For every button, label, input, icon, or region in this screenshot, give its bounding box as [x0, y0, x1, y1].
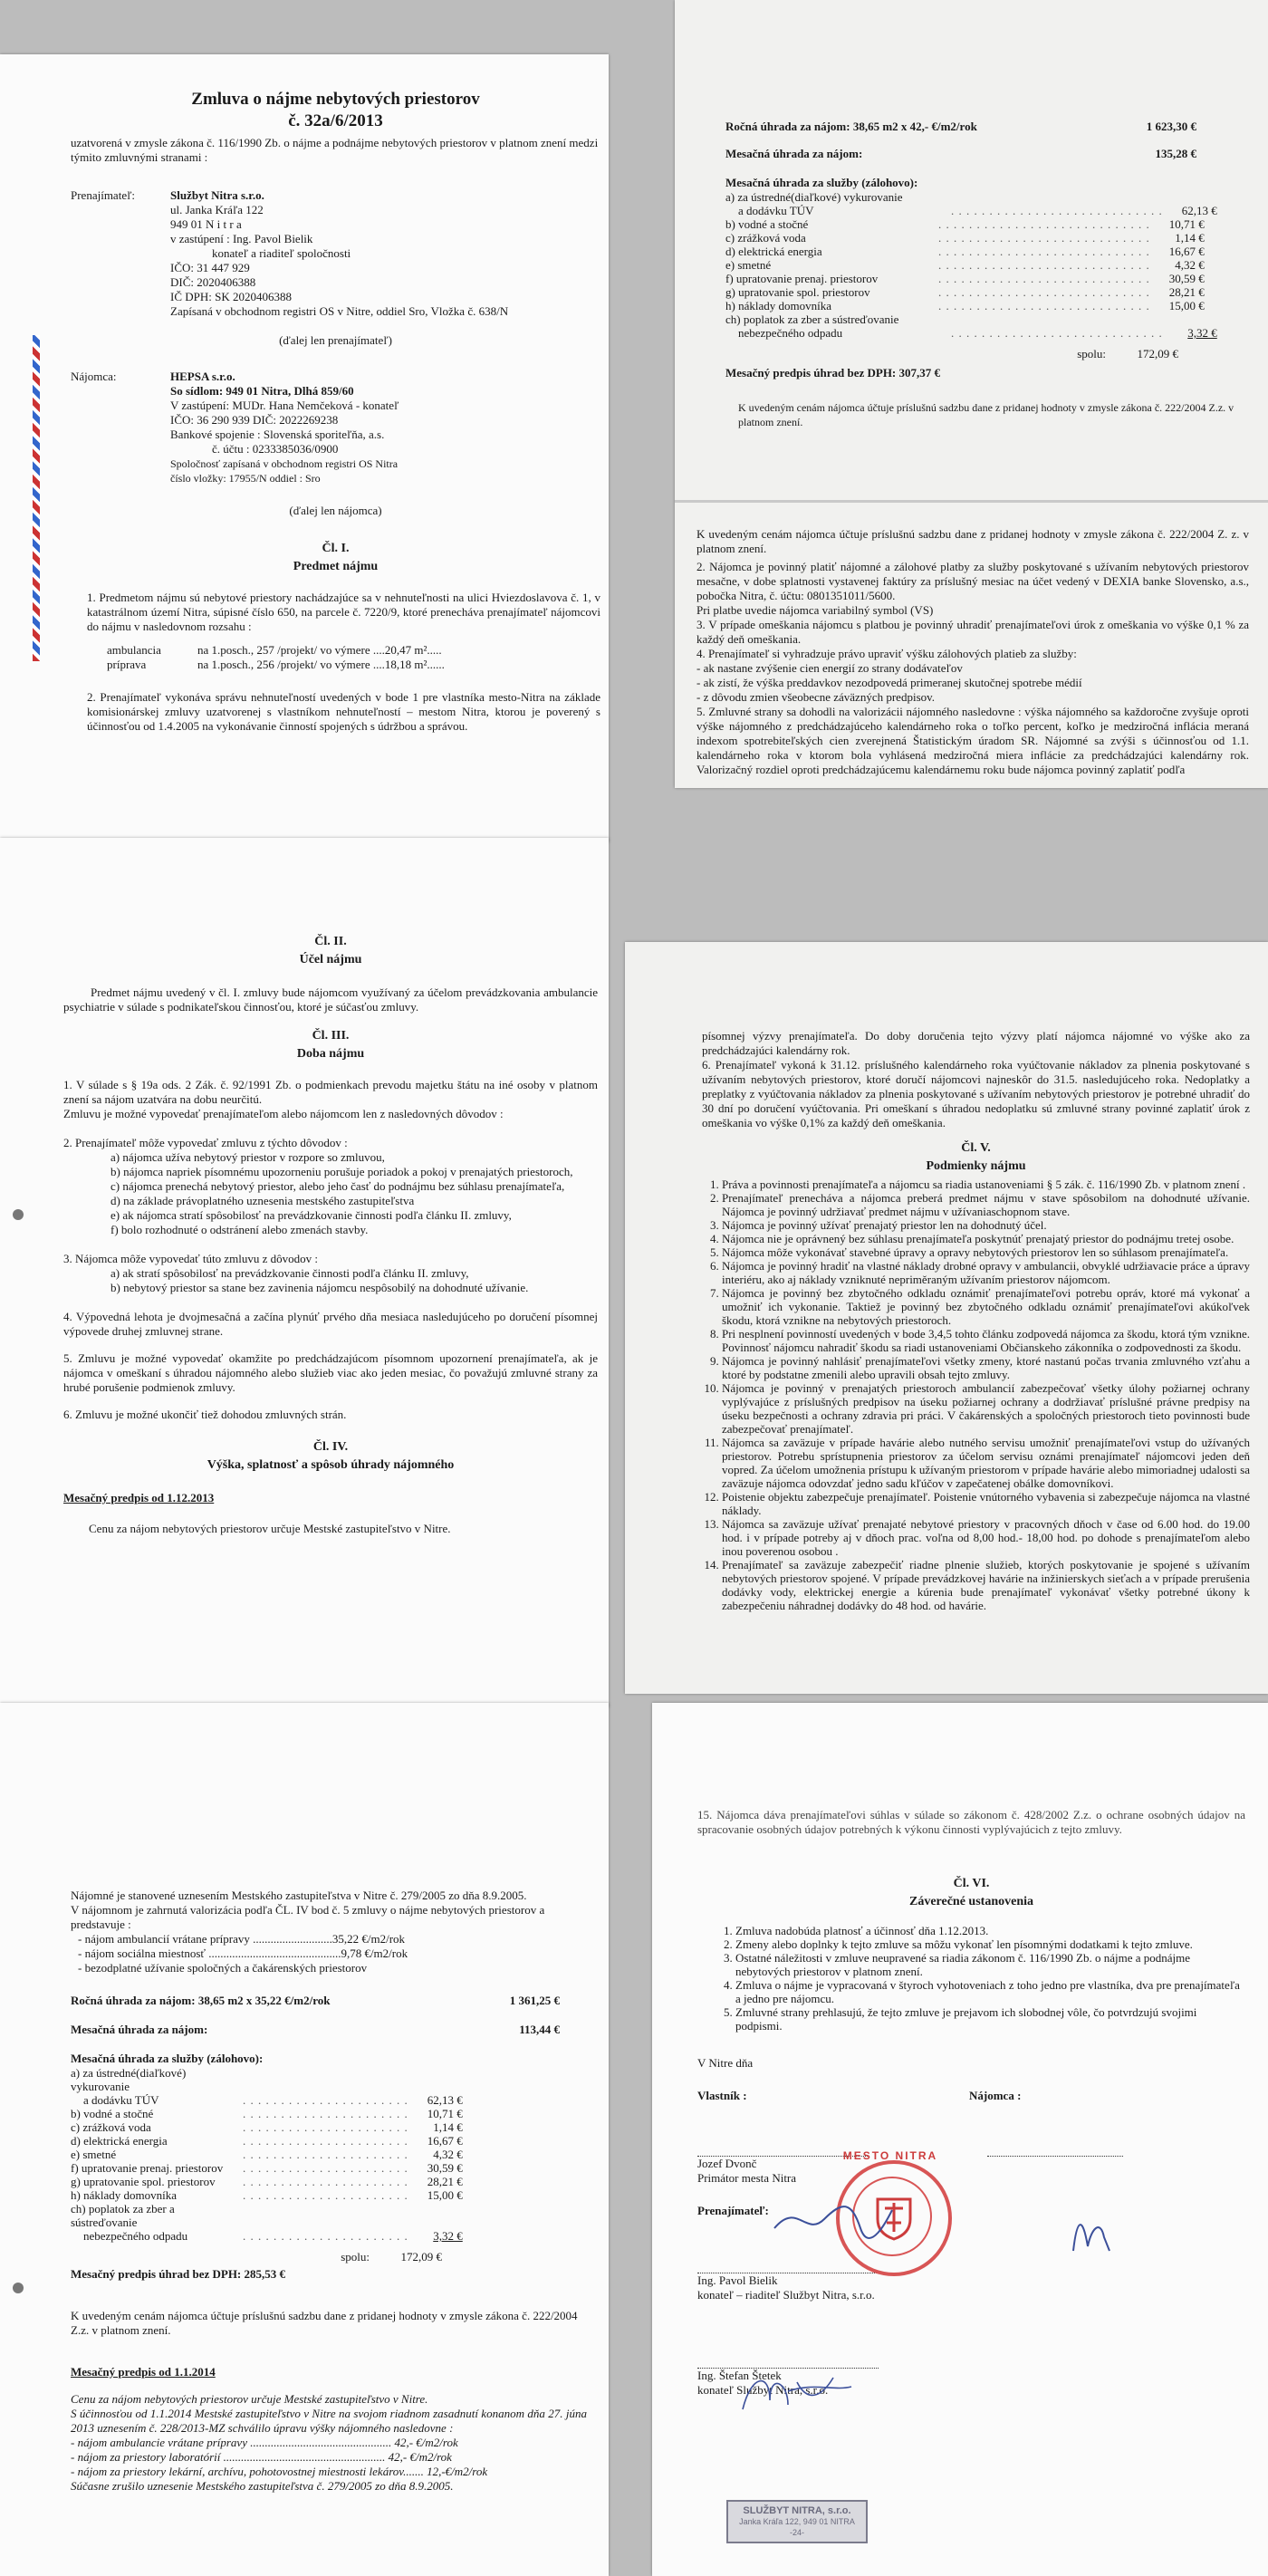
- fee-label: h) náklady domovníka: [71, 2188, 177, 2202]
- condition-item: 5. Nájomca môže vykonávať stavebné úpravy a opravy nebytových priestorov len so súhlasom prenajímateľa.: [722, 1245, 1250, 1259]
- tenant-label: Nájomca :: [969, 2089, 1022, 2102]
- fee-label: nebezpečného odpadu: [738, 326, 843, 340]
- fee-value: [388, 2066, 442, 2093]
- landlord-line: Zapísaná v obchodnom registri OS v Nitre, oddiel Sro, Vložka č. 638/N: [170, 304, 509, 318]
- fee-total-label: spolu:: [1077, 347, 1106, 360]
- tenant-line: číslo vložky: 17955/N oddiel : Sro: [170, 472, 321, 485]
- article-3-para-2: 2. Prenajímateľ môže vypovedať zmluvu z týchto dôvodov :: [63, 1136, 348, 1149]
- tenant-line: HEPSA s.r.o.: [170, 370, 235, 383]
- room-name: príprava: [107, 658, 147, 671]
- condition-item: 6. Nájomca je povinný hradiť na vlastné náklady drobné opravy v ambulancii, obvyklé udržiavacie práce a úpravy interiéru, ako aj náklady vzniknuté nepriměraným užívaním priestorov nájomcom.: [722, 1259, 1250, 1286]
- tenant-signature: [1064, 2210, 1119, 2255]
- para-5: 5. Zmluvné strany sa dohodli na valorizácii nájomného nasledovne : výška nájomného sa každoročne zvyšuje oproti výške nájomného z predchádzajúceho kalendárneho roka o toľko percent, koľko je medziročná inflácia meraná indexom spotrebiteľských cien zverejnená Štatistickým úradom SR. Nájomné sa zvýši s účinnosťou od 1.1. kalendárneho roka v ktorom bola vyhlásená medziročná miera inflácie za predchádzajúci kalendárny rok. Valorizačný rozdiel oproti predchádzajúcemu kalendárnemu roku bude nájomca povinný zaplatiť podľa: [696, 705, 1249, 776]
- fee-value: 1,14 €: [433, 2120, 463, 2134]
- condition-item: 2. Prenajímateľ prenecháva a nájomca preberá predmet nájmu v stave spôsobilom na dohodnuté užívanie. Nájomca je povinný udržiavať predmet nájmu v užívaniaschopnom stave.: [722, 1191, 1250, 1218]
- fee-value: 3,32 €: [1187, 326, 1217, 340]
- page-2: [675, 0, 1268, 788]
- fee-total-value: 172,09 €: [1137, 347, 1178, 360]
- tenant-line: So sídlom: 949 01 Nitra, Dlhá 859/60: [170, 384, 354, 398]
- rent-2014-line: Súčasne zrušilo uznesenie Mestského zastupiteľstva č. 279/2005 zo dňa 8.9.2005.: [71, 2479, 454, 2493]
- article-5-number: Čl. V.: [961, 1141, 991, 1155]
- page-4: [625, 942, 1268, 1694]
- fee-label: a dodávku TÚV: [83, 2093, 159, 2107]
- fee-value: [388, 2202, 442, 2229]
- article-1-title: Predmet nájmu: [293, 560, 379, 573]
- article-3-para-4: 4. Výpovedná lehota je dvojmesačná a začína plynúť prvého dňa mesiaca nasledujúceho po doručení písomnej výpovede druhej zmluvnej strane.: [63, 1310, 598, 1338]
- fee-row: c) zrážková voda . . . . . . . . . . . . . . . . . . . . . . . . . . . . 1,14 €: [725, 231, 1205, 245]
- annual-rent-value: 1 623,30 €: [1146, 120, 1196, 133]
- tenant-label: Nájomca:: [71, 370, 117, 383]
- owner-role: Primátor mesta Nitra: [697, 2171, 797, 2185]
- rent-2014-line: - nájom za priestory lekární, archívu, pohotovostnej miestnosti lekárov....... 12,-€/m2/rok: [71, 2465, 488, 2478]
- reason-item: c) nájomca prenechá nebytový priestor, alebo jeho časť do podnájmu bez súhlasu prenajímateľa,: [110, 1179, 565, 1193]
- landlord-label: Prenajímateľ:: [71, 188, 135, 202]
- fee-value: 15,00 €: [427, 2188, 463, 2202]
- signatory-2-name: Ing. Štefan Štetek: [697, 2369, 782, 2382]
- owner-name: Jozef Dvonč: [697, 2157, 757, 2170]
- signing-place: V Nitre dňa: [697, 2056, 754, 2070]
- rate-item: - bezodplatné užívanie spoločných a čakárenských priestorov: [78, 1961, 368, 1975]
- tenant-line: Bankové spojenie : Slovenská sporiteľňa, a.s.: [170, 428, 385, 441]
- article-2-number: Čl. II.: [314, 935, 347, 948]
- fee-value: 4,32 €: [1175, 258, 1205, 272]
- article-3-para-1b: Zmluvu je možné vypovedať prenajímateľom alebo nájomcom len z nasledovných dôvodov :: [63, 1107, 504, 1120]
- page-5: [0, 1703, 609, 2576]
- fee-label: b) vodné a stočné: [725, 217, 809, 231]
- reason-item: b) nájomca napriek písomnému upozorneniu porušuje poriadok a pokoj v prenajatých priestoroch,: [110, 1165, 573, 1178]
- company-stamp-line: -24-: [789, 2528, 804, 2537]
- annual-rent-label: Ročná úhrada za nájom: 38,65 m2 x 35,22 €/m2/rok: [71, 1994, 331, 2007]
- tenant-line: V zastúpení: MUDr. Hana Nemčeková - konateľ: [170, 399, 399, 412]
- rent-2014-line: Cenu za nájom nebytových priestorov určuje Mestské zastupiteľstvo v Nitre.: [71, 2392, 428, 2406]
- fee-total-row: [725, 347, 1178, 360]
- fee-row: g) upratovanie spol. priestorov . . . . . . . . . . . . . . . . . . . . . . . . . . . . 28,21 €: [725, 285, 1205, 299]
- signatory-1-role: konateľ – riaditeľ Službyt Nitra, s.r.o.: [697, 2288, 875, 2302]
- vs-line: Pri platbe uvedie nájomca variabilný symbol (VS): [696, 603, 934, 617]
- article-2-text: Predmet nájmu uvedený v čl. I. zmluvy bude nájomcom využívaný za účelom prevádzkovania ambulancie psychiatrie v súlade s podnikateľskou činnosťou, ktoré je súčasťou zmluvy.: [63, 985, 598, 1014]
- services-label: Mesačná úhrada za služby (zálohovo):: [725, 176, 918, 189]
- services-label: Mesačná úhrada za služby (zálohovo):: [71, 2052, 264, 2065]
- fee-row: e) smetné . . . . . . . . . . . . . . . . . . . . . . . . . . . . 4,32 €: [725, 258, 1205, 272]
- fee-label: d) elektrická energia: [71, 2134, 168, 2148]
- article-6-number: Čl. VI.: [953, 1877, 990, 1890]
- company-stamp: [726, 2500, 868, 2543]
- fee-value: 16,67 €: [1168, 245, 1205, 258]
- fee-value: 30,59 €: [427, 2161, 463, 2175]
- para-4: 4. Prenajímateľ si vyhradzuje právo upraviť výšku zálohových platieb za služby:: [696, 647, 1077, 660]
- fee-label: c) zrážková voda: [725, 231, 806, 245]
- continuation: písomnej výzvy prenajímateľa. Do doby doručenia tejto výzvy platí nájomca nájomné vo výške ako za predchádzajúci kalendárny rok.: [702, 1029, 1250, 1057]
- signatory-1-name: Ing. Pavol Bielik: [697, 2273, 778, 2287]
- fee-value: 30,59 €: [1168, 272, 1205, 285]
- signatory-2-role: konateľ Službyt Nitra, s.r.o.: [697, 2383, 829, 2397]
- article-4-text: Cenu za nájom nebytových priestorov určuje Mestské zastupiteľstvo v Nitre.: [89, 1522, 451, 1535]
- fee-label: a dodávku TÚV: [738, 204, 814, 217]
- condition-item: 1. Práva a povinnosti prenajímateľa a nájomcu sa riadia ustanoveniami § 5 zák. č. 116/1990 Zb. v platnom znení .: [722, 1177, 1250, 1191]
- fee-value: [1124, 312, 1178, 326]
- tenant-alias: (ďalej len nájomca): [289, 504, 382, 517]
- fee-value: 10,71 €: [1168, 217, 1205, 231]
- rent-2014-line: S účinnosťou od 1.1.2014 Mestské zastupiteľstvo v Nitre na svojom riadnom zasadnutí konanom dňa 27. júna 2013 uznesením č. 228/2013-MZ schválilo úpravu výšky nájomného nasledovne :: [71, 2407, 587, 2435]
- fee-value: 62,13 €: [427, 2093, 463, 2107]
- para-4-item: - ak zistí, že výška preddavkov nezodpovedá primeranej skutočnej spotrebe médií: [696, 676, 1082, 689]
- fee-row: h) náklady domovníka . . . . . . . . . . . . . . . . . . . . . . . . . . . . 15,00 €: [725, 299, 1205, 312]
- landlord-line: v zastúpení : Ing. Pavol Bielik: [170, 232, 313, 245]
- seal-text: MESTO NITRA: [842, 2149, 938, 2162]
- punch-hole: [13, 1209, 24, 1220]
- article-3-para-5: 5. Zmluvu je možné vypovedať okamžite po predchádzajúcom písomnom upozornení prenajímateľa, ak je nájomca v omeškaní s úhradou nájomného alebo služieb viac ako jeden mesiac, čo považujú zmluvné strany za hrubé porušenie podmienok zmluvy.: [63, 1351, 598, 1394]
- reason-item: a) ak stratí spôsobilosť na prevádzkovanie činnosti podľa článku II. zmluvy,: [110, 1266, 469, 1280]
- fee-label: nebezpečného odpadu: [83, 2229, 188, 2243]
- condition-item: 8. Pri nesplnení povinností uvedených v bode 3,4,5 tohto článku zodpovedá nájomca za škodu, ktorá tým vznikne. Povinnosť nájomcu nahradiť škodu sa riadi ustanoveniami Občianskeho zákonníka o zodpovednosti za škodu.: [722, 1327, 1250, 1354]
- reason-item: d) na základe právoplatného uznesenia mestského zastupiteľstva: [110, 1194, 415, 1207]
- fee-row: f) upratovanie prenaj. priestorov . . . . . . . . . . . . . . . . . . . . . . . . . . . . 30,59 €: [725, 272, 1205, 285]
- fee-label: g) upratovanie spol. priestorov: [725, 285, 870, 299]
- fee-row: nebezpečného odpadu . . . . . . . . . . . . . . . . . . . . . . . . . . . . 3,32 €: [725, 326, 1178, 340]
- rate-item: - nájom ambulancií vrátane prípravy ...........................35,22 €/m2/rok: [78, 1932, 406, 1946]
- monthly-rent-label: Mesačná úhrada za nájom:: [71, 2023, 208, 2036]
- landlord-signature: [734, 2364, 860, 2418]
- monthly-prepay: Mesačný predpis úhrad bez DPH: 307,37 €: [725, 366, 941, 380]
- rent-2014-line: - nájom za priestory laboratórií ....................................................... 42,- €/m2/rok: [71, 2450, 452, 2464]
- services-list: [725, 190, 1217, 360]
- monthly-rent-value: 135,28 €: [1155, 147, 1196, 160]
- condition-item: 14. Prenajímateľ sa zaväzuje zabezpečiť riadne plnenie služieb, ktorých poskytovanie je spojené s užívaním nebytových priestorov spojené. V prípade prevádzkovej havárie na inžinierskych sieťach a v prípade prerušenia dodávky vody, elektrickej energie a kúrenia bude prenajímateľ vykonávať všetky potrebné úkony k zabezpečeniu náhradnej dodávky do 48 hod. od havárie.: [722, 1558, 1250, 1612]
- tenant-line: IČO: 36 290 939 DIČ: 2022269238: [170, 413, 339, 427]
- fee-value: 62,13 €: [1181, 204, 1217, 217]
- fee-value: 4,32 €: [433, 2148, 463, 2161]
- annual-rent-value: 1 361,25 €: [509, 1994, 560, 2007]
- article-2-title: Účel nájmu: [299, 953, 362, 966]
- rent-resolution: Nájomné je stanovené uznesením Mestského zastupiteľstva v Nitre č. 279/2005 zo dňa 8.9.2005.: [71, 1889, 527, 1902]
- provision-item: 3. Ostatné náležitosti v zmluve neupravené sa riadia zákonom č. 116/1990 Zb. o nájme a podnájme nebytových priestorov v platnom znení.: [735, 1951, 1245, 1978]
- reason-item: f) bolo rozhodnuté o odstránení alebo zmenách stavby.: [110, 1223, 369, 1236]
- fee-row: d) elektrická energia . . . . . . . . . . . . . . . . . . . . . . . . . . . . 16,67 €: [725, 245, 1205, 258]
- article-3-number: Čl. III.: [312, 1029, 350, 1043]
- vat-note: K uvedeným cenám nájomca účtuje príslušnú sadzbu dane z pridanej hodnoty v zmysle zákona č. 222/2004 Z.z. v platnom znení.: [71, 2309, 578, 2337]
- company-stamp-line: Janka Kráľa 122, 949 01 NITRA: [739, 2517, 855, 2526]
- tenant-line: Spoločnosť zapísaná v obchodnom registri OS Nitra: [170, 457, 399, 470]
- fee-label: a) za ústredné(diaľkové) vykurovanie: [71, 2066, 187, 2093]
- services-list: a) za ústredné(diaľkové) vykurovanie a dodávku TÚV . . . . . . . . . . . . . . . . . . . . . . 62,13 € b) vodné a stočné . . . . . . . . . . . . . . . . . . . . . . 10,71 € c) zrážková voda . . . . . . . . . . . . . . . . . . . . . . 1,14 € d) elektrická energia . . . . . . . . . . . . . . . . . . . . . . 16,67 € e) smetné . . . . . . . . . . . . . . . . . . . . . . 4,32 € f) upratovanie prenaj. priestorov . . . . . . . . . . . . . . . . . . . . . . 30,59 € g) upratovanie spol. priestorov . . . . . . . . . . . . . . . . . . . . . . 28,21 € h) náklady domovníka . . . . . . . . . . . . . . . . . . . . . . 15,00 € ch) poplatok za zber a sústreďovanie nebezpečného odpadu . . . . . . . . . . . . . . . . . . . . . . 3,32 € spolu: 172,09 €: [71, 2066, 463, 2264]
- condition-item: 12. Poistenie objektu zabezpečuje prenajímateľ. Poistenie vnútorného vybavenia si zabezpečuje nájomca na vlastné náklady.: [722, 1490, 1250, 1517]
- rate-item: - nájom sociálna miestnosť .............................................9,78 €/m2/rok: [78, 1946, 408, 1960]
- fee-row: [725, 190, 1178, 204]
- contract-number: č. 32a/6/2013: [288, 111, 383, 130]
- tenant-signature-line: [987, 2156, 1123, 2157]
- provision-item: 2. Zmeny alebo doplnky k tejto zmluve sa môžu vykonať len písomnými dodatkami k tejto zmluve.: [735, 1937, 1245, 1951]
- fee-value: [1124, 190, 1178, 204]
- para-15: 15. Nájomca dáva prenajímateľovi súhlas v súlade so zákonom č. 428/2002 Z.z. o ochrane osobných údajov na spracovanie osobných údajov potrebných k výkonu činnosti vyplývajúcich z tejto zmluvy.: [697, 1808, 1245, 1836]
- condition-item: 4. Nájomca nie je oprávnený bez súhlasu prenajímateľa poskytnúť prenajatý priestor do podnájmu tretej osobe.: [722, 1232, 1250, 1245]
- fee-value: 28,21 €: [427, 2175, 463, 2188]
- fee-total-label: spolu:: [341, 2250, 370, 2264]
- page-1: [0, 54, 609, 842]
- fee-label: b) vodné a stočné: [71, 2107, 154, 2120]
- fee-label: ch) poplatok za zber a sústreďovanie: [725, 312, 899, 326]
- fee-label: d) elektrická energia: [725, 245, 822, 258]
- final-provisions: [697, 1924, 1245, 2033]
- article-6-title: Záverečné ustanovenia: [908, 1895, 1033, 1908]
- condition-item: 3. Nájomca je povinný užívať prenajatý priestor len na dohodnutý účel.: [722, 1218, 1250, 1232]
- article-3-para-3: 3. Nájomca môže vypovedať túto zmluvu z dôvodov :: [63, 1252, 319, 1265]
- article-4-number: Čl. IV.: [312, 1440, 349, 1454]
- para-4-item: - z dôvodu zmien všeobecne záväzných predpisov.: [696, 690, 936, 704]
- fee-label: h) náklady domovníka: [725, 299, 831, 312]
- fee-label: e) smetné: [725, 258, 772, 272]
- article-1-para-1: 1. Predmetom nájmu sú nebytové priestory nachádzajúce sa v nehnuteľnosti na ulici Hviezdoslavova č. 1, v katastrálnom území Nitra, súpisné číslo 650, na parcele č. 7220/9, ktoré prenecháva prenajímateľ nájomcovi do nájmu v nasledovnom rozsahu :: [87, 591, 600, 633]
- contract-title: Zmluva o nájme nebytových priestorov: [191, 90, 480, 109]
- valorization-note: V nájomnom je zahrnutá valorizácia podľa ČL. IV bod č. 5 zmluvy o nájme nebytových priestorov a predstavuje :: [71, 1903, 545, 1931]
- landlord-alias: (ďalej len prenajímateľ): [279, 333, 392, 347]
- tenant-block: [170, 370, 399, 485]
- provision-item: 4. Zmluva o nájme je vypracovaná v štyroch vyhotoveniach z toho jedno pre vlastníka, dva pre prenajímateľa a jedno pre nájomcu.: [735, 1978, 1245, 2005]
- reason-item: e) ak nájomca stratí spôsobilosť na prevádzkovanie činnosti podľa článku II. zmluvy,: [110, 1208, 512, 1222]
- article-5-title: Podmienky nájmu: [926, 1159, 1026, 1173]
- fee-label: ch) poplatok za zber a sústreďovanie: [71, 2202, 175, 2229]
- fee-row: a dodávku TÚV . . . . . . . . . . . . . . . . . . . . . . . . . . . . 62,13 €: [725, 204, 1178, 217]
- landlord-line: IČO: 31 447 929: [170, 261, 250, 274]
- fee-value: 28,21 €: [1168, 285, 1205, 299]
- article-1-para-2: 2. Prenajímateľ vykonáva správu nehnuteľností uvedených v bode 1 pre vlastníka mesto-Nitra na základe komisionárskej zmluvy uzatvorenej s vlastníkom nehnuteľností – mestom Nitra, ktorou je poverený s účinnosťou od 1.4.2005 na vykonávanie činností spojených s údržbou a správou.: [87, 690, 600, 733]
- article-3-para-6: 6. Zmluvu je možné ukončiť tiež dohodou zmluvných strán.: [63, 1408, 347, 1421]
- fee-total-value: 172,09 €: [400, 2250, 442, 2264]
- room-name: ambulancia: [107, 643, 161, 657]
- company-stamp-line: SLUŽBYT NITRA, s.r.o.: [743, 2505, 851, 2516]
- reason-item: a) nájomca užíva nebytový priestor v rozpore so zmluvou,: [110, 1150, 385, 1164]
- tenant-line: č. účtu : 0233385036/0900: [212, 442, 339, 456]
- condition-item: 11. Nájomca sa zaväzuje v prípade havárie alebo nutného servisu umožniť prenajímateľovi vstup do užívaných priestorov. Potrebu sprístupnenia priestorov za účelom servisu oznámi prenajímateľ nájomcovi jeden deň vopred. Za účelom umožnenia prístupu k užívaným priestorom v prípade havárie alebo mimoriadnej udalosti sa zaväzuje nájomca odovzdať jedno sadu kľúčov v zapečatenej obálke domovníkovi.: [722, 1436, 1250, 1490]
- para-6: 6. Prenajímateľ vykoná k 31.12. príslušného kalendárneho roka vyúčtovanie nákladov za plnenia poskytované s užívaním nebytových priestorov, ktoré doručí nájomcovi najneskôr do 31.5. nasledujúceho roka. Nedoplatky a preplatky z vyúčtovania nákladov za plnenia poskytované s užívaním nebytových priestorov je potrebné uhradiť do 30 dní po doručení vyúčtovania. Pri omeškaní s úhradou nedoplatku sú zmluvné strany povinné zaplatiť úrok z omeškania vo výške 0,1% za každý deň omeškania.: [702, 1058, 1250, 1129]
- article-3-title: Doba nájmu: [296, 1047, 365, 1061]
- fee-value: 15,00 €: [1168, 299, 1205, 312]
- landlord-label: Prenajímateľ:: [697, 2204, 769, 2217]
- fee-label: g) upratovanie spol. priestorov: [71, 2175, 216, 2188]
- landlord-line: IČ DPH: SK 2020406388: [170, 290, 292, 303]
- fee-row: [725, 312, 1178, 326]
- intro: uzatvorená v zmysle zákona č. 116/1990 Zb. o nájme a podnájme nebytových priestorov v platnom znení medzi týmito zmluvnými stranami :: [71, 136, 599, 164]
- condition-item: 9. Nájomca je povinný nahlásiť prenajímateľovi všetky zmeny, ktoré nastanú počas trvania zmluvného vzťahu a ktoré by podstatne zmenili alebo upravili obsah tejto zmluvy.: [722, 1354, 1250, 1381]
- condition-item: 10. Nájomca je povinný v prenajatých priestoroch ambulancií zabezpečovať všetky úlohy požiarnej ochrany vyplývajúce z príslušných predpisov na úseku požiarnej ochrany a dodržiavať príslušné právne predpisy na úseku bezpečnosti a ochrany zdravia pri práci. V čakárenských a spoločných priestoroch tieto povinnosti bude zabezpečovať prenajímateľ.: [722, 1381, 1250, 1436]
- para-3: 3. V prípade omeškania nájomcu s platbou je povinný uhradiť prenajímateľovi úrok z omeškania vo výške 0,1 % za každý deň omeškania.: [696, 618, 1249, 646]
- owner-label: Vlastník :: [697, 2089, 747, 2102]
- fee-label: c) zrážková voda: [71, 2120, 151, 2134]
- rent-2014-line: - nájom ambulancie vrátane prípravy ................................................ 42,- €/m2/rok: [71, 2436, 458, 2449]
- para-4-item: - ak nastane zvýšenie cien energií zo strany dodávateľov: [696, 661, 963, 675]
- reason-item: b) nebytový priestor sa stane bez zavinenia nájomcu nespôsobilý na dohodnuté užívanie.: [110, 1281, 529, 1294]
- annual-rent-label: Ročná úhrada za nájom: 38,65 m2 x 42,- €/m2/rok: [725, 120, 977, 133]
- landlord-block: [170, 188, 508, 319]
- page-6: [652, 1703, 1268, 2576]
- article-4-title: Výška, splatnosť a spôsob úhrady nájomného: [207, 1458, 455, 1472]
- landlord-line: ul. Janka Kráľa 122: [170, 203, 264, 216]
- fee-value: 1,14 €: [1175, 231, 1205, 245]
- article-4-subheading: Mesačný predpis od 1.12.2013: [63, 1491, 215, 1504]
- fee-value: 10,71 €: [427, 2107, 463, 2120]
- room-desc: na 1.posch., 257 /projekt/ vo výmere ....20,47 m².....: [197, 643, 442, 657]
- fee-row: b) vodné a stočné . . . . . . . . . . . . . . . . . . . . . . . . . . . . 10,71 €: [725, 217, 1205, 231]
- monthly-rent-label: Mesačná úhrada za nájom:: [725, 147, 863, 160]
- punch-hole: [13, 2283, 24, 2293]
- binding-ribbon: [33, 335, 40, 661]
- landlord-line: konateľ a riaditeľ spoločnosti: [212, 246, 351, 260]
- article-1-number: Čl. I.: [322, 542, 350, 555]
- fee-label: f) upratovanie prenaj. priestorov: [71, 2161, 224, 2175]
- condition-item: 13. Nájomca sa zaväzuje užívať prenajaté nebytové priestory v pracovných dňoch v čase od 6.00 hod. do 19.00 hod. i v prípade potreby aj v dňoch prac. voľna od 8,00 hod.- 18,00 hod. po dohode s prenajímateľom alebo inou poverenou osobou .: [722, 1517, 1250, 1558]
- provision-item: 5. Zmluvné strany prehlasujú, že tejto zmluve je prejavom ich slobodnej vôle, čo potvrdzujú svojimi podpismi.: [735, 2005, 1245, 2033]
- subheading-2014: Mesačný predpis od 1.1.2014: [71, 2365, 216, 2379]
- landlord-line: Službyt Nitra s.r.o.: [170, 188, 264, 202]
- owner-signature: [770, 2192, 897, 2246]
- condition-item: 7. Nájomca je povinný bez zbytočného odkladu oznámiť prenajímateľovi potrebu opráv, ktoré má vykonať a umožniť ich vykonanie. Taktiež je povinný bez zbytočného odkladu oznámiť prenajímateľovi akúkoľvek škodu, ktorá vznikne na nebytových priestoroch.: [722, 1286, 1250, 1327]
- room-desc: na 1.posch., 256 /projekt/ vo výmere ....18,18 m²......: [197, 658, 445, 671]
- conditions-list: [702, 1177, 1250, 1612]
- fee-value: 16,67 €: [427, 2134, 463, 2148]
- monthly-prepay: Mesačný predpis úhrad bez DPH: 285,53 €: [71, 2267, 286, 2281]
- landlord-line: DIČ: 2020406388: [170, 275, 256, 289]
- vat-note-2: K uvedeným cenám nájomca účtuje príslušnú sadzbu dane z pridanej hodnoty v zmysle zákona č. 222/2004 Z. z. v platnom znení.: [696, 527, 1249, 555]
- landlord-line: 949 01 N i t r a: [170, 217, 242, 231]
- fee-label: e) smetné: [71, 2148, 117, 2161]
- fee-value: 3,32 €: [433, 2229, 463, 2243]
- fee-label: a) za ústredné(diaľkové) vykurovanie: [725, 190, 903, 204]
- fee-label: f) upratovanie prenaj. priestorov: [725, 272, 879, 285]
- provision-item: 1. Zmluva nadobúda platnosť a účinnosť dňa 1.12.2013.: [735, 1924, 1245, 1937]
- para-2: 2. Nájomca je povinný platiť nájomné a zálohové platby za služby poskytované s užívaním nebytových priestorov mesačne, v dobe splatnosti vystavenej faktúry za príslušný mesiac na účet vedený v DEXIA banke Slovensko, a.s., pobočka Nitra, č. účtu: 0801351011/5600.: [696, 560, 1249, 602]
- vat-note: K uvedeným cenám nájomca účtuje príslušnú sadzbu dane z pridanej hodnoty v zmysle zákona č. 222/2004 Z.z. v platnom znení.: [738, 401, 1234, 428]
- article-3-para-1: 1. V súlade s § 19a ods. 2 Zák. č. 92/1991 Zb. o podmienkach prevodu majetku štátu na iné osoby v platnom znení sa nájom uzatvára na dobu neurčitú.: [63, 1078, 598, 1106]
- page-3: [0, 838, 609, 1707]
- monthly-rent-value: 113,44 €: [519, 2023, 560, 2036]
